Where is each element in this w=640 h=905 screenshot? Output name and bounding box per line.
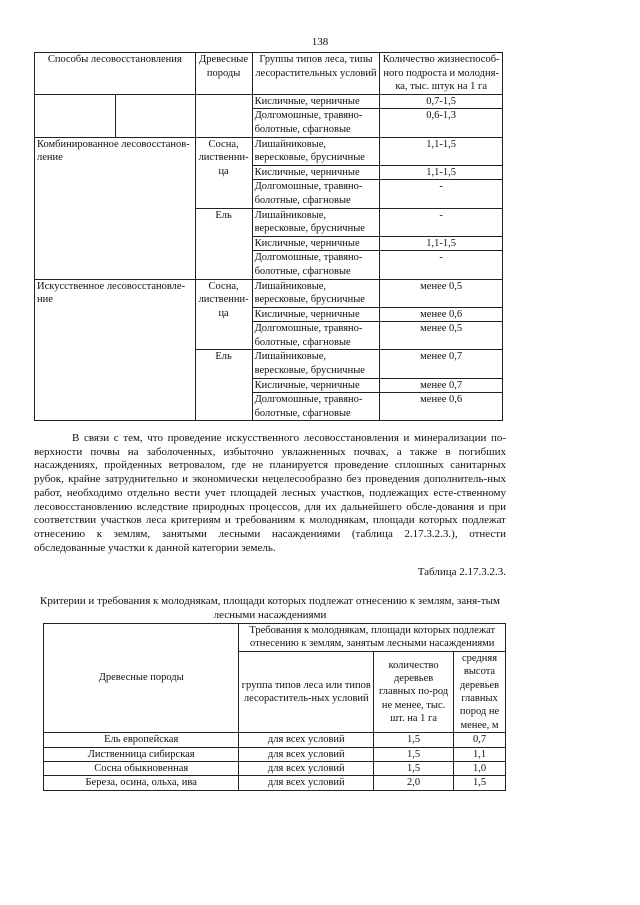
group-cell: Кисличные, черничные	[252, 307, 380, 322]
group-cell: Лишайниковые, вересковые, брусничные	[252, 137, 380, 165]
value-cell: 0,6-1,3	[380, 109, 503, 137]
species-cell: Ель	[195, 208, 252, 279]
table-caption: Таблица 2.17.3.2.3.	[417, 566, 506, 578]
empty-cell	[115, 94, 195, 137]
species-cell: Сосна, лиственни-ца	[195, 279, 252, 350]
reforestation-table	[34, 52, 503, 421]
count-cell: 2,0	[374, 776, 454, 790]
value-cell: менее 0,6	[380, 307, 503, 322]
group-cell: Кисличные, черничные	[252, 378, 380, 393]
group-cell: Долгомошные, травяно-болотные, сфагновые	[252, 322, 380, 350]
value-cell: менее 0,7	[380, 378, 503, 393]
group-cell: для всех условий	[239, 747, 374, 761]
table-row	[35, 137, 503, 165]
group-cell: Кисличные, черничные	[252, 94, 380, 109]
method-cell: Искусственное лесовосстановле-ние	[35, 279, 196, 421]
group-cell: Лишайниковые, вересковые, брусничные	[252, 208, 380, 236]
group-cell: Долгомошные, травяно-болотные, сфагновые	[252, 109, 380, 137]
group-cell: Лишайниковые, вересковые, брусничные	[252, 279, 380, 307]
count-cell: 1,5	[374, 733, 454, 747]
group-cell: Долгомошные, травяно-болотные, сфагновые	[252, 393, 380, 421]
group-cell: Кисличные, черничные	[252, 236, 380, 251]
value-cell: -	[380, 208, 503, 236]
height-cell: 1,1	[454, 747, 506, 761]
page-number: 138	[311, 36, 329, 48]
header-requirements: Требования к молоднякам, площади которых подлежат отнесению к землям, занятым лесными насаждениями	[239, 624, 506, 652]
criteria-table	[43, 623, 506, 791]
group-cell: для всех условий	[239, 733, 374, 747]
group-cell: для всех условий	[239, 776, 374, 790]
table-row	[44, 747, 506, 761]
group-cell: для всех условий	[239, 762, 374, 776]
species-cell: Лиственница сибирская	[44, 747, 239, 761]
subheader-group: группа типов леса или типов лесораститель-ных условий	[239, 651, 374, 732]
subheader-height: средняя высота деревьев главных пород не менее, м	[454, 651, 506, 732]
table-header-row	[44, 624, 506, 652]
height-cell: 0,7	[454, 733, 506, 747]
species-cell: Сосна, лиственни-ца	[195, 137, 252, 208]
species-cell: Сосна обыкновенная	[44, 762, 239, 776]
header-species: Древесные породы	[195, 53, 252, 95]
species-cell: Ель	[195, 350, 252, 421]
height-cell: 1,0	[454, 762, 506, 776]
table-row	[35, 94, 503, 109]
group-cell: Долгомошные, травяно-болотные, сфагновые	[252, 180, 380, 208]
method-cell: Комбинированное лесовосстанов-ление	[35, 137, 196, 279]
empty-cell	[195, 94, 252, 137]
header-methods: Способы лесовосстановления	[35, 53, 196, 95]
header-groups: Группы типов леса, типы лесорастительных условий	[252, 53, 380, 95]
value-cell: 0,7-1,5	[380, 94, 503, 109]
species-cell: Береза, осина, ольха, ива	[44, 776, 239, 790]
value-cell: 1,1-1,5	[380, 165, 503, 180]
table-title: Критерии и требования к молоднякам, площади которых подлежат отнесению к землям, заня-тым лесными насаждениями	[40, 595, 500, 621]
value-cell: менее 0,7	[380, 350, 503, 378]
value-cell: 1,1-1,5	[380, 137, 503, 165]
value-cell: -	[380, 251, 503, 279]
subheader-count: количество деревьев главных по-род не менее, тыс. шт. на 1 га	[374, 651, 454, 732]
header-quantity: Количество жизнеспособ-ного подроста и молодня-ка, тыс. штук на 1 га	[380, 53, 503, 95]
count-cell: 1,5	[374, 747, 454, 761]
empty-cell	[35, 94, 116, 137]
value-cell: менее 0,5	[380, 322, 503, 350]
group-cell: Кисличные, черничные	[252, 165, 380, 180]
value-cell: менее 0,5	[380, 279, 503, 307]
header-species: Древесные породы	[44, 624, 239, 733]
body-paragraph: В связи с тем, что проведение искусственного лесовосстановления и минерализации по-верхности почвы на заболоченных, избыточно увлажненных почвах, а также в погибших насаждениях, пройденных ветровалом, где не планируется проведение сплошных санитарных рубок, крайне затруднительно и экономически нецелесообразно без проведения дополнитель-ных работ, необходимо отдельно вести учет площадей лесных участков, подлежащих есте-ственному лесовосстановлению вследствие природных процессов, для их дальнейшего обсле-дования и при соответствии участков леса критериям и требованиям к молоднякам, площади которых подлежат отнесению к землям, занятыми лесными насаждениями (таблица 2.17.3.2.3.), отнести обследованные участки к данной категории земель.	[34, 432, 506, 554]
value-cell: -	[380, 180, 503, 208]
species-cell: Ель европейская	[44, 733, 239, 747]
height-cell: 1,5	[454, 776, 506, 790]
table-row	[35, 279, 503, 307]
table-row	[44, 762, 506, 776]
table-row	[44, 776, 506, 790]
count-cell: 1,5	[374, 762, 454, 776]
table-header-row	[35, 53, 503, 95]
group-cell: Лишайниковые, вересковые, брусничные	[252, 350, 380, 378]
group-cell: Долгомошные, травяно-болотные, сфагновые	[252, 251, 380, 279]
value-cell: 1,1-1,5	[380, 236, 503, 251]
table-row	[44, 733, 506, 747]
value-cell: менее 0,6	[380, 393, 503, 421]
